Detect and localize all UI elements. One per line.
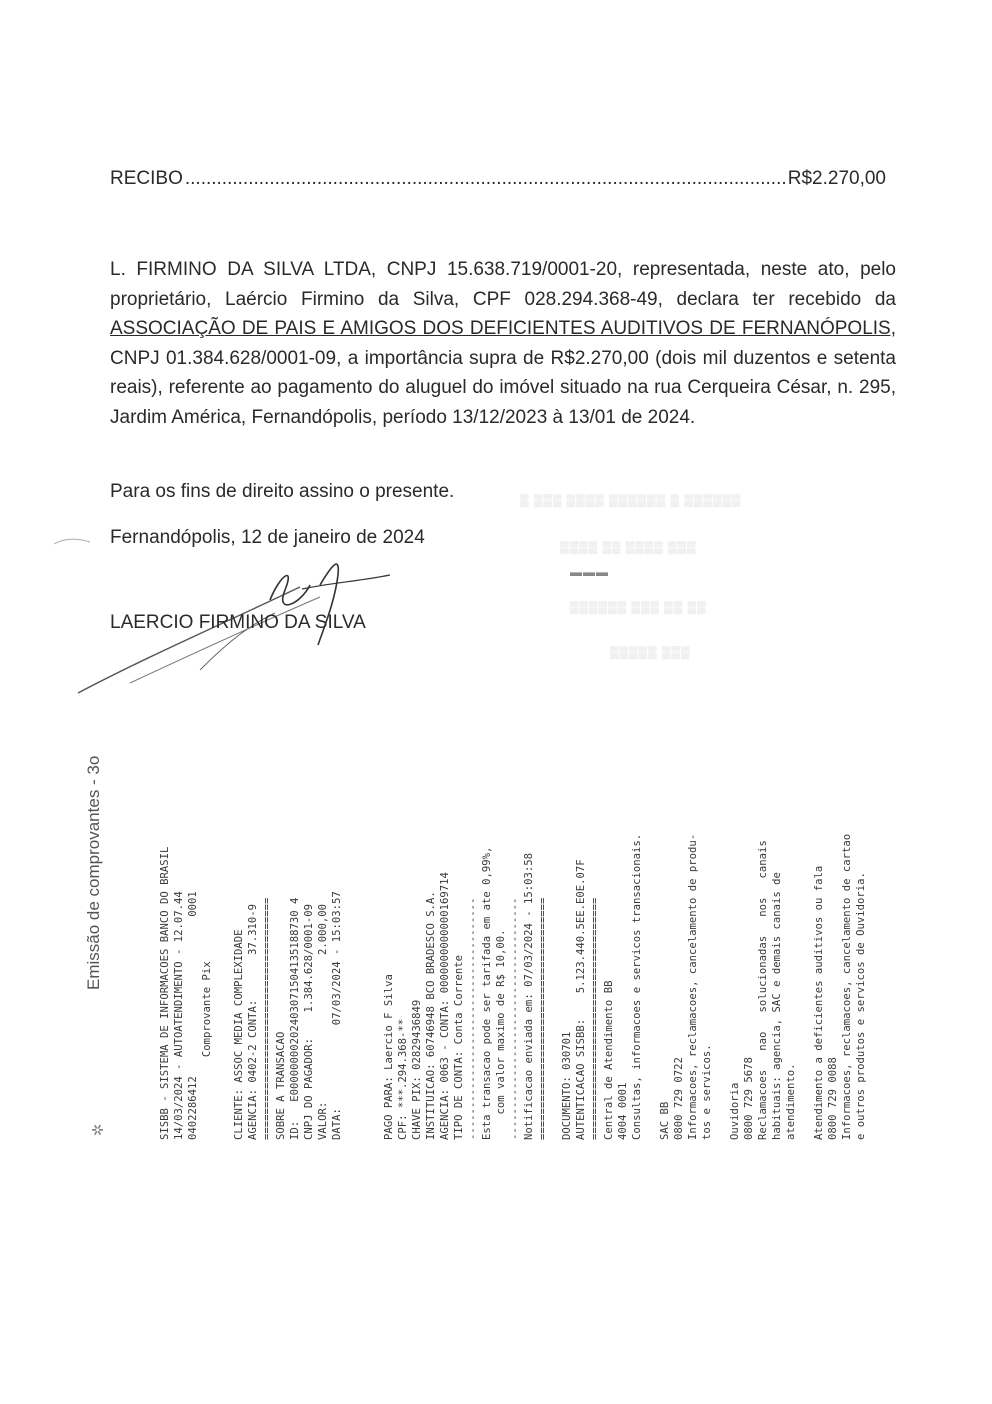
bank-logo-icon: ✲ [84, 1123, 108, 1136]
faded-stamp-trace: ▒▒▒▒▒▒ ▒▒▒ ▒▒ ▒▒ [570, 600, 707, 614]
faded-stamp-trace: ▒ ▒▒▒ ▒▒▒▒ ▒▒▒▒▒▒ ▒ ▒▒▒▒▒▒ [520, 493, 742, 507]
receipt-title: RECIBO [110, 168, 183, 189]
slip-block-3 [382, 760, 550, 1140]
slip-line: PAGO PARA: Laercio F Silva [383, 974, 395, 1140]
body-part-2: CNPJ 01.384.628/0001-09, a importância supra de R$2.270,00 (dois mil duzentos e setenta reais), referente ao pagamento do aluguel do imóvel situado na rua Cerqueira César, n. 295, Jardim América, Fernandópolis, período 13/12/2023 à 13/01 de 2024. [110, 347, 896, 428]
slip-line: com valor maximo de R$ 10,00. [495, 929, 507, 1140]
slip-line: ====================================== [261, 897, 273, 1140]
slip-line: Atendimento a deficientes auditivos ou fala [813, 865, 825, 1140]
slip-title: Emissão de comprovantes - 3o [84, 755, 103, 990]
slip-line: CLIENTE: ASSOC MEDIA COMPLEXIDADE [233, 929, 245, 1140]
closing-statement: Para os fins de direito assino o presente. [110, 481, 455, 502]
slip-line: Comprovante Pix [201, 961, 213, 1140]
slip-line: Central de Atendimento BB [603, 980, 615, 1140]
slip-line: AGENCIA: 0402-2 CONTA: 37.310-9 [247, 904, 259, 1140]
slip-line: CPF: ***.294.368-** [397, 1018, 409, 1140]
slip-line: VALOR: 2.000,00 [317, 904, 329, 1140]
slip-line: atendimento. [785, 1063, 797, 1140]
slip-line: 0800 729 5678 [743, 1057, 755, 1140]
receipt-body [110, 255, 896, 432]
slip-line: Informacoes, reclamacoes, cancelamento de cartao [841, 833, 853, 1140]
slip-header [80, 755, 140, 1140]
faded-stamp-trace: ▒▒▒▒▒ ▒▒▒ [610, 645, 691, 659]
slip-line: AUTENTICACAO SISBB: 5.123.440.5EE.E0E.07F [575, 859, 587, 1140]
slip-block-1 [158, 760, 214, 1140]
signer-name: LAERCIO FIRMINO DA SILVA [110, 612, 366, 633]
dotted-leader [185, 168, 786, 190]
slip-line: DOCUMENTO: 030701 [561, 1031, 573, 1140]
pix-receipt-slip [80, 755, 910, 1140]
slip-line: Consultas, informacoes e servicos transacionais. [631, 833, 643, 1140]
slip-line: SISBB - SISTEMA DE INFORMACOES BANCO DO BRASIL [159, 846, 171, 1140]
receipt-amount: R$2.270,00 [787, 168, 886, 189]
slip-line: SAC BB [659, 1101, 671, 1140]
beneficiary-name: ASSOCIAÇÃO DE PAIS E AMIGOS DOS DEFICIENTES AUDITIVOS DE FERNANÓPOLIS, [110, 318, 896, 339]
slip-line: 0402286412 0001 [187, 891, 199, 1140]
body-part-1: L. FIRMINO DA SILVA LTDA, CNPJ 15.638.719/0001-20, representada, neste ato, pelo proprietário, Laércio Firmino da Silva, CPF 028.294.368-49, declara ter recebido da [110, 259, 896, 310]
slip-line: DATA: 07/03/2024 - 15:03:57 [331, 891, 343, 1140]
slip-line [798, 760, 812, 1140]
slip-line: ID: E00000000202403071504135188730 4 [289, 897, 301, 1140]
slip-line: habituais: agencia, SAC e demais canais de [771, 872, 783, 1140]
slip-block-4 [560, 760, 868, 1140]
slip-line: Reclamacoes nao solucionadas nos canais [757, 840, 769, 1140]
slip-line: AGENCIA: 0063 - CONTA: 0000000000000169714 [439, 872, 451, 1140]
slip-line: CHAVE PIX: 02829436849 [411, 999, 423, 1140]
slip-line: Ouvidoria [729, 1082, 741, 1140]
slip-line: Informacoes, reclamacoes, cancelamento de produ- [687, 833, 699, 1140]
slip-line: 4004 0001 [617, 1082, 629, 1140]
slip-line: -------------------------------------- [467, 897, 479, 1140]
place-and-date: Fernandópolis, 12 de janeiro de 2024 [110, 527, 425, 548]
slip-line: 14/03/2024 - AUTOATENDIMENTO - 12.07.44 [173, 891, 185, 1140]
slip-line: ====================================== [589, 897, 601, 1140]
slip-line: ====================================== [537, 897, 549, 1140]
receipt-header [110, 168, 886, 194]
slip-block-2 [232, 760, 344, 1140]
slip-line: TIPO DE CONTA: Conta Corrente [453, 955, 465, 1140]
slip-line: -------------------------------------- [509, 897, 521, 1140]
slip-line: Notificacao enviada em: 07/03/2024 - 15:03:58 [523, 852, 535, 1140]
slip-line: CNPJ DO PAGADOR: 1.384.628/0001-09 [303, 904, 315, 1140]
slip-line [714, 760, 728, 1140]
slip-line: SOBRE A TRANSACAO [275, 1031, 287, 1140]
faded-stamp-trace: ▒▒▒▒ ▒▒ ▒▒▒▒ ▒▒▒ [560, 540, 697, 554]
faded-stamp-trace: ▬▬▬ [570, 565, 609, 579]
scan-mark [52, 536, 92, 548]
slip-line [644, 760, 658, 1140]
slip-line: tos e servicos. [701, 1044, 713, 1140]
slip-line: 0800 729 0722 [673, 1057, 685, 1140]
slip-line: Esta transacao pode ser tarifada em ate 0,99%, [481, 846, 493, 1140]
slip-line: 0800 729 0088 [827, 1057, 839, 1140]
slip-line: INSTITUICAO: 60746948 BCO BRADESCO S.A. [425, 891, 437, 1140]
slip-line: e outros produtos e servicos de Ouvidoria. [855, 872, 867, 1140]
